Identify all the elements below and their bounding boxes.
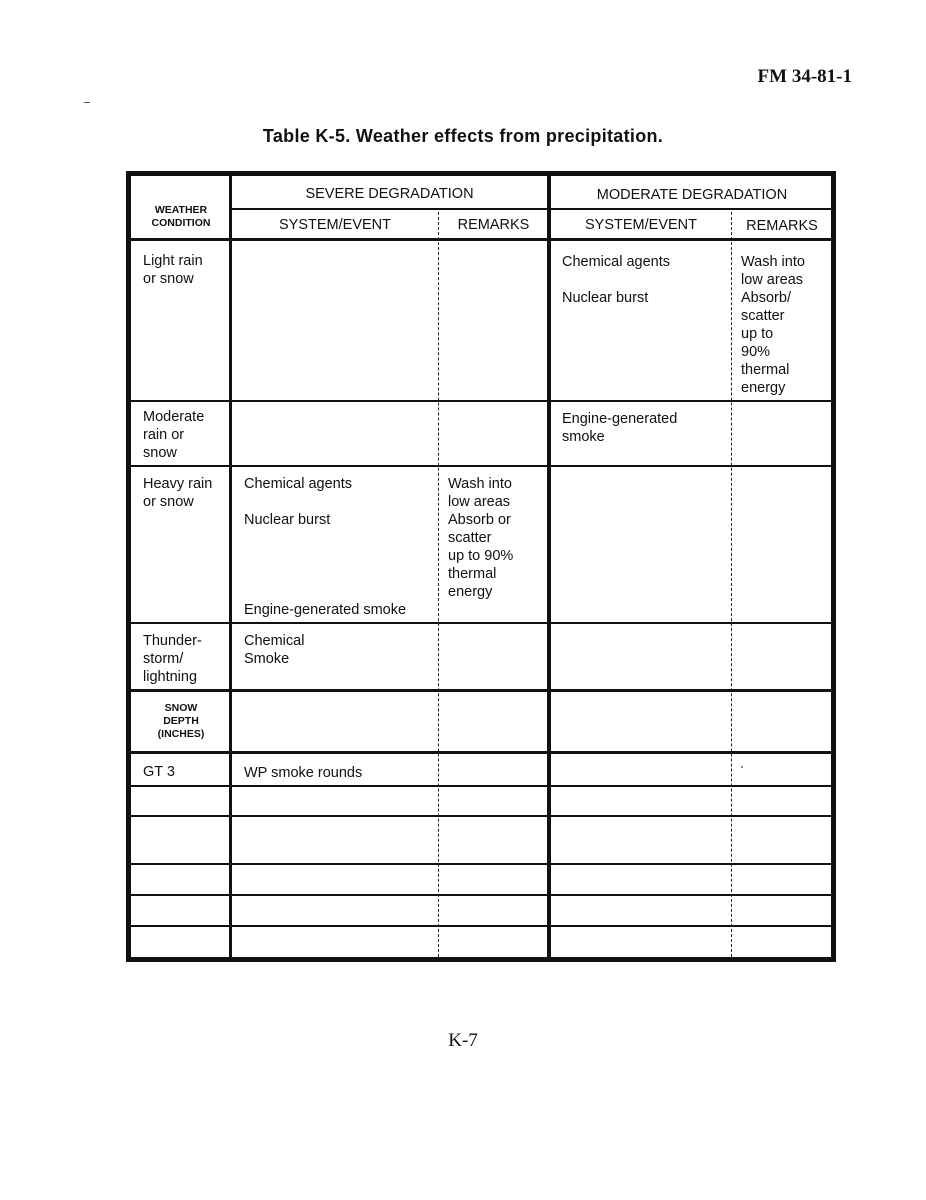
divider-h [131, 751, 831, 754]
header-severe-remarks: REMARKS [457, 217, 530, 233]
divider-h [131, 894, 831, 896]
heavy-severe-system: Chemical agents Nuclear burst [244, 476, 352, 528]
header-weather-condition: WEATHER CONDITION [151, 204, 211, 229]
gt3-severe-system: WP smoke rounds [244, 765, 363, 781]
divider-h [131, 689, 831, 692]
divider-h [131, 465, 831, 467]
condition-moderate-rain: Moderate rain or snow [143, 409, 205, 461]
divider-h [131, 238, 831, 241]
header-severe-degradation: SEVERE DEGRADATION [305, 186, 474, 202]
header-moderate-degradation: MODERATE DEGRADATION [596, 187, 788, 203]
divider-dashed [731, 212, 732, 957]
thunder-severe-system: Chemical Smoke [244, 633, 305, 667]
divider-h [131, 925, 831, 927]
divider-h [131, 863, 831, 865]
divider-v [547, 176, 551, 957]
condition-thunderstorm: Thunder- storm/ lightning [143, 633, 202, 685]
stray-dot [741, 766, 743, 768]
divider-v [229, 176, 232, 957]
light-moderate-system: Chemical agents Nuclear burst [562, 254, 670, 306]
divider-h [131, 785, 831, 787]
divider-h [131, 622, 831, 624]
header-moderate-system-event: SYSTEM/EVENT [585, 217, 697, 233]
heavy-severe-system-bottom: Engine-generated smoke [244, 602, 407, 618]
condition-gt3: GT 3 [143, 764, 175, 780]
header-moderate-remarks: REMARKS [746, 218, 818, 234]
stray-mark [84, 102, 90, 103]
moderate-moderate-system: Engine-generated smoke [562, 411, 678, 445]
condition-light-rain: Light rain or snow [143, 253, 203, 287]
divider-h [232, 208, 831, 210]
light-moderate-remarks: Wash into low areas Absorb/ scatter up to 90% thermal energy [741, 254, 805, 396]
header-severe-system-event: SYSTEM/EVENT [279, 217, 391, 233]
condition-snow-depth: SNOW DEPTH (INCHES) [157, 702, 205, 740]
heavy-severe-remarks: Wash into low areas Absorb or scatter up to 90% thermal energy [448, 476, 514, 600]
divider-h [131, 815, 831, 817]
condition-heavy-rain: Heavy rain or snow [143, 476, 213, 510]
page-number: K-7 [448, 1030, 478, 1051]
divider-dashed [438, 212, 439, 957]
table-title: Table K-5. Weather effects from precipitation. [262, 126, 664, 146]
page-header: FM 34-81-1 [757, 66, 852, 87]
divider-h [131, 400, 831, 402]
